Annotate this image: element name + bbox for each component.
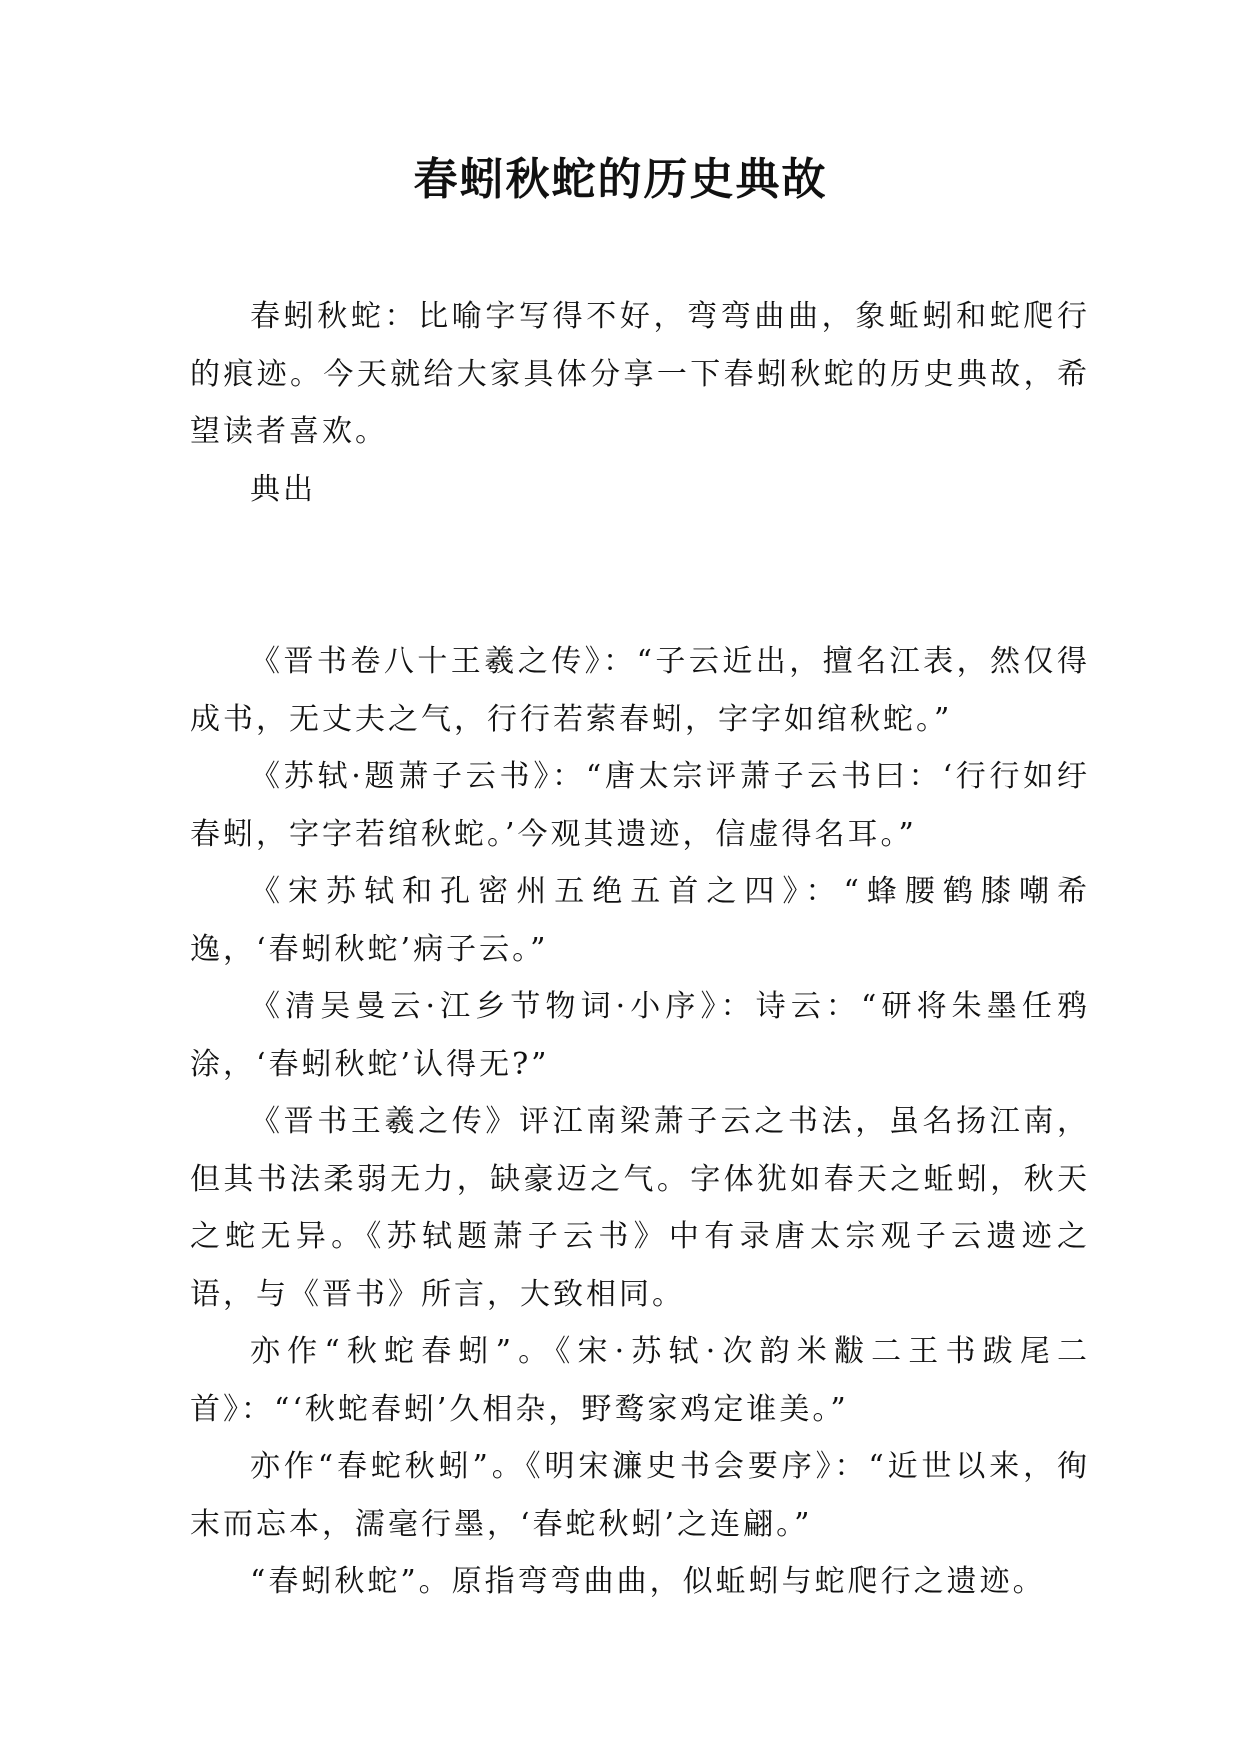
- paragraph-jinshu-quote: 《晋书卷八十王羲之传》：“子云近出，擅名江表，然仅得成书，无丈夫之气，行行若萦春蚓，字字如绾秋蛇。”: [190, 644, 1090, 737]
- blank-gap: [190, 518, 1090, 633]
- paragraph-source-heading: 典出: [250, 471, 316, 507]
- paragraph-variant-1: 亦作“秋蛇春蚓”。《宋·苏轼·次韵米黻二王书跋尾二首》：“‘秋蛇春蚓’久相杂，野鹜家鸡定谁美。”: [190, 1334, 1090, 1427]
- paragraph-explanation: 《晋书王羲之传》评江南梁萧子云之书法，虽名扬江南，但其书法柔弱无力，缺豪迈之气。字体犹如春天之蚯蚓，秋天之蛇无异。《苏轼题萧子云书》中有录唐太宗观子云遗迹之语，与《晋书》所言，大致相同。: [190, 1104, 1090, 1312]
- paragraph-qing-poem: 《清吴曼云·江乡节物词·小序》：诗云：“研将朱墨任鸦涂，‘春蚓秋蛇’认得无?”: [190, 989, 1090, 1082]
- paragraph-intro: 春蚓秋蛇：比喻字写得不好，弯弯曲曲，象蚯蚓和蛇爬行的痕迹。今天就给大家具体分享一下春蚓秋蛇的历史典故，希望读者喜欢。: [190, 299, 1090, 449]
- paragraph-song-poem: 《宋苏轼和孔密州五绝五首之四》：“蜂腰鹤膝嘲希逸，‘春蚓秋蛇’病子云。”: [190, 874, 1090, 967]
- document-body: [190, 288, 1090, 1611]
- paragraph-sushi-quote: 《苏轼·题萧子云书》：“唐太宗评萧子云书曰：‘行行如纡春蚓，字字若绾秋蛇。’今观其遗迹，信虚得名耳。”: [190, 759, 1090, 852]
- document-title: 春蚓秋蛇的历史典故: [413, 154, 828, 205]
- paragraph-meaning: “春蚓秋蛇”。原指弯弯曲曲，似蚯蚓与蛇爬行之遗迹。: [250, 1564, 1046, 1599]
- paragraph-variant-2: 亦作“春蛇秋蚓”。《明宋濂史书会要序》：“近世以来，徇末而忘本，濡毫行墨，‘春蛇秋蚓’之连翩。”: [190, 1449, 1090, 1542]
